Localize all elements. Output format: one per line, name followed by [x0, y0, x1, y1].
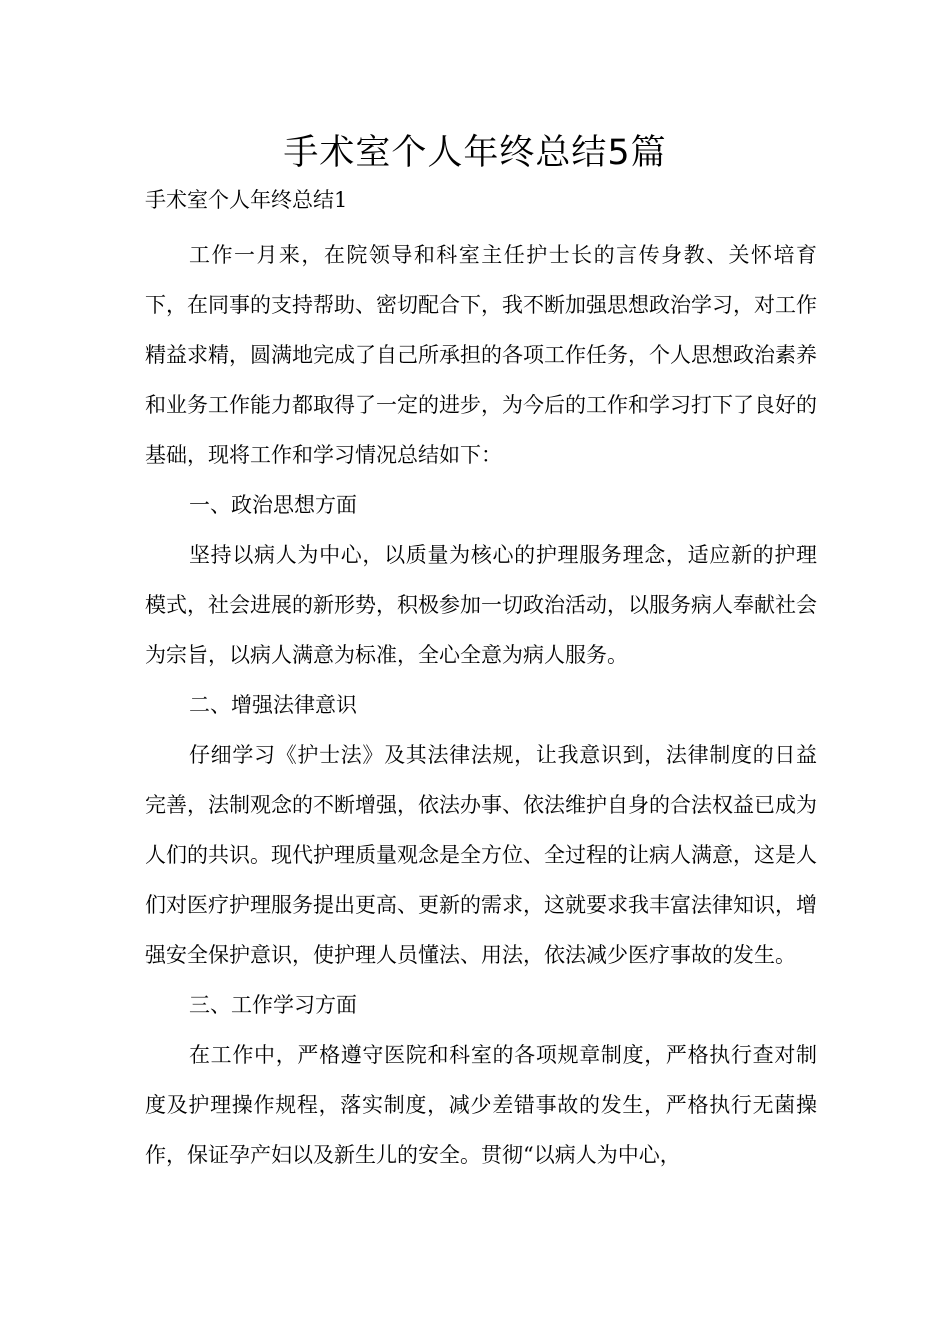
section-heading-law: 二、增强法律意识	[189, 693, 357, 717]
section-heading-politics: 一、政治思想方面	[189, 493, 357, 517]
document-subtitle: 手术室个人年终总结1	[145, 188, 348, 212]
section-paragraph-politics: 坚持以病人为中心，以质量为核心的护理服务理念，适应新的护理模式，社会进展的新形势，积极参加一切政治活动，以服务病人奉献社会为宗旨，以病人满意为标准，全心全意为病人服务。	[145, 543, 817, 667]
document-title: 手术室个人年终总结5篇	[283, 133, 667, 173]
section-paragraph-work-study: 在工作中，严格遵守医院和科室的各项规章制度，严格执行查对制度及护理操作规程，落实制度，减少差错事故的发生，严格执行无菌操作，保证孕产妇以及新生儿的安全。贯彻“以病人为中心，	[145, 1043, 817, 1167]
intro-paragraph: 工作一月来，在院领导和科室主任护士长的言传身教、关怀培育下，在同事的支持帮助、密切配合下，我不断加强思想政治学习，对工作精益求精，圆满地完成了自己所承担的各项工作任务，个人思想政治素养和业务工作能力都取得了一定的进步，为今后的工作和学习打下了良好的基础，现将工作和学习情况总结如下：	[145, 243, 817, 467]
section-heading-work-study: 三、工作学习方面	[189, 993, 357, 1017]
section-paragraph-law: 仔细学习《护士法》及其法律法规，让我意识到，法律制度的日益完善，法制观念的不断增强，依法办事、依法维护自身的合法权益已成为人们的共识。现代护理质量观念是全方位、全过程的让病人满意，这是人们对医疗护理服务提出更高、更新的需求，这就要求我丰富法律知识，增强安全保护意识，使护理人员懂法、用法，依法减少医疗事故的发生。	[145, 743, 817, 967]
document-body	[145, 230, 817, 1180]
